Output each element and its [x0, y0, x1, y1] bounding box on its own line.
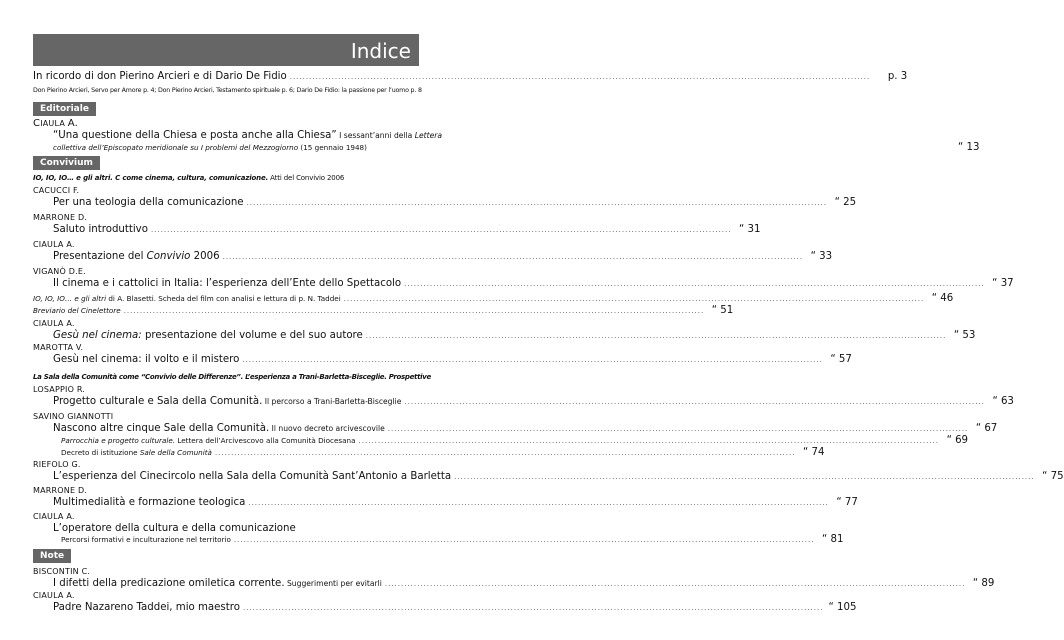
toc-entry: Progetto culturale e Sala della Comunità. Il percorso a Trani-Barletta-Bisceglie ..... “ 63 [53, 395, 418, 409]
toc-entry: L’esperienza del Cinecircolo nella Sala della Comunità Sant’Antonio a Barletta ..... “ 75 [53, 470, 418, 484]
page-number: “ 46 [931, 293, 954, 304]
sala-heading: La Sala della Comunità come “Convivio delle Differenze”. L’esperienza a Trani-Barletta-Bisceglie. Prospettive [33, 373, 431, 381]
page-number: “ 77 [836, 497, 858, 508]
author: CIAULA A. [33, 319, 75, 328]
section-bar-note: Note [33, 549, 71, 563]
page-number: “ 37 [992, 278, 1014, 289]
author: SAVINO GIANNOTTI [33, 412, 114, 421]
toc-entry-breviario: Breviario del Cinelettore ..... “ 51 [33, 304, 418, 317]
author: MARRONE D. [33, 486, 88, 495]
page-number: “ 63 [992, 396, 1014, 407]
page-number: “ 57 [830, 354, 852, 365]
toc-entry: Per una teologia della comunicazione ..... “ 25 [53, 196, 418, 210]
toc-entry: Decreto di istituzione Sale della Comunità ..... “ 74 [61, 446, 418, 459]
page-number: “ 105 [828, 602, 857, 613]
page-number: “ 74 [802, 447, 825, 458]
index-header [33, 34, 419, 66]
author: BISCONTIN C. [33, 567, 91, 576]
toc-entry-editoriale: collettiva dell’Episcopato meridionale su I problemi del Mezzogiorno (15 gennaio 1948) “ 13 [53, 142, 980, 153]
author: CIAULA A. [33, 118, 78, 129]
page-number: “ 89 [972, 578, 995, 589]
page-number: p. 3 [887, 71, 908, 82]
page-number: “ 13 [957, 142, 980, 153]
author: MARRONE D. [33, 213, 88, 222]
page-number: “ 33 [810, 251, 833, 262]
page-number: “ 53 [953, 330, 976, 341]
toc-entry: I difetti della predicazione omiletica corrente. Suggerimenti per evitarli ..... “ 89 [53, 577, 418, 591]
entry-title: In ricordo di don Pierino Arcieri e di Dario De Fidio [33, 71, 287, 82]
convivium-intro: IO, IO, IO… e gli altri. C come cinema, cultura, comunicazione. Atti del Convivio 2006 [33, 174, 345, 182]
page-title: Indice [350, 39, 411, 63]
page-number: “ 75 [1042, 471, 1064, 482]
author: VIGANÒ D.E. [33, 267, 86, 276]
page-number: “ 31 [739, 224, 761, 235]
author: CACUCCI F. [33, 186, 80, 195]
intro-subtitle: Don Pierino Arcieri, Servo per Amore p. 4; Don Pierino Arcieri, Testamento spirituale p. 6; Dario De Fidio: la passione per l’uomo p. 8 [33, 87, 422, 94]
page-number: “ 25 [834, 197, 857, 208]
toc-entry: Multimedialità e formazione teologica ..... “ 77 [53, 496, 418, 510]
author: LOSAPPIO R. [33, 385, 86, 394]
author: CIAULA A. [33, 512, 75, 521]
author: RIEFOLO G. [33, 460, 81, 469]
toc-entry: Il cinema e i cattolici in Italia: l’esperienza dell’Ente dello Spettacolo ..... “ 37 [53, 277, 418, 291]
toc-entry: Saluto introduttivo ..... “ 31 [53, 223, 418, 237]
section-bar-editoriale: Editoriale [33, 102, 96, 116]
toc-entry: Gesù nel cinema: presentazione del volume e del suo autore ..... “ 53 [53, 329, 418, 343]
toc-entry: Gesù nel cinema: il volto e il mistero ..... “ 57 [53, 353, 418, 367]
entry-title: “Una questione della Chiesa e posta anche alla Chiesa” I sessant’anni della Lettera [53, 130, 443, 141]
section-bar-convivium: Convivium [33, 156, 100, 170]
author: CIAULA A. [33, 240, 75, 249]
toc-entry: Presentazione del Convivio 2006 ..... “ 33 [53, 250, 418, 264]
toc-entry-io: IO, IO, IO… e gli altri di A. Blasetti. Scheda del film con analisi e lettura di p. N. Taddei ..... “ 46 [33, 292, 418, 305]
author: MAROTTA V. [33, 343, 84, 352]
page-number: “ 69 [946, 435, 969, 446]
toc-entry: Percorsi formativi e inculturazione nel territorio ..... “ 81 [61, 533, 418, 546]
author: CIAULA A. [33, 591, 75, 600]
page-number: “ 81 [821, 534, 844, 545]
page-number: “ 51 [711, 305, 734, 316]
toc-entry: Padre Nazareno Taddei, mio maestro ..... “ 105 [53, 601, 418, 615]
entry-title: L’operatore della cultura e della comunicazione [53, 523, 296, 534]
toc-entry: Nascono altre cinque Sale della Comunità. Il nuovo decreto arcivescovile ..... “ 67 [53, 422, 418, 436]
toc-entry: Parrocchia e progetto culturale. Lettera dell’Arcivescovo alla Comunità Diocesana ..... “ 69 [61, 434, 418, 447]
toc-entry-intro [33, 70, 908, 84]
page-number: “ 67 [975, 423, 998, 434]
